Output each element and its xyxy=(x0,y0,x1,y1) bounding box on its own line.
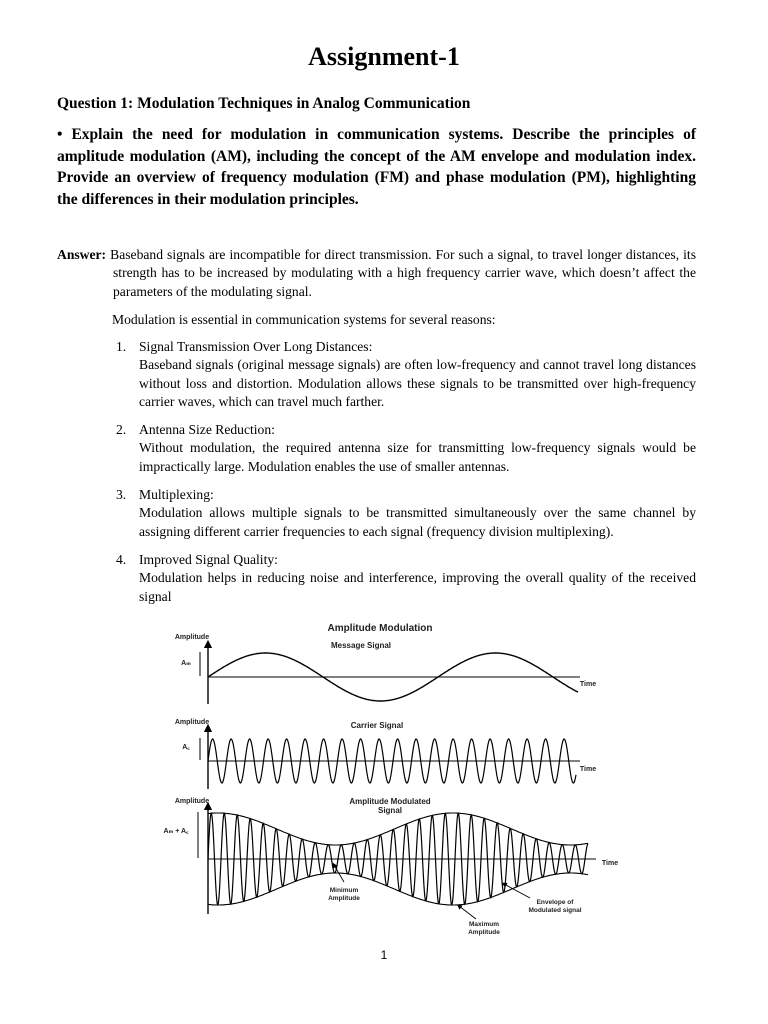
am-symbol: Aₘ xyxy=(181,660,191,667)
ac-symbol: A꜀ xyxy=(182,744,190,751)
min-amplitude-label-line1: Minimum xyxy=(329,887,359,894)
envelope-label-line1: Envelope of xyxy=(536,899,574,906)
time-axis-label: Time xyxy=(601,860,618,867)
carrier-signal-label: Carrier Signal xyxy=(350,721,404,730)
am-signal-label-line1: Amplitude Modulated xyxy=(349,797,431,806)
am-signal-label-line2: Signal xyxy=(377,806,403,815)
message-signal-label: Message Signal xyxy=(330,641,392,650)
time-axis-label: Time xyxy=(579,766,597,773)
figure-title: Amplitude Modulation xyxy=(327,623,433,634)
max-amplitude-arrow xyxy=(459,906,476,919)
amplitude-axis-label: Amplitude xyxy=(174,634,210,641)
max-amplitude-label-line2: Amplitude xyxy=(468,929,500,936)
envelope-label-line2: Modulated signal xyxy=(528,907,582,914)
reason-description: Modulation allows multiple signals to be transmitted simultaneously over the same channel by assigning different carrier frequencies to each signal (frequency division multiplexing). xyxy=(139,505,696,539)
reasons-list xyxy=(112,338,696,616)
time-axis-label: Time xyxy=(579,681,597,688)
answer-intro: Modulation is essential in communication systems for several reasons: xyxy=(112,312,496,327)
reason-number: 3. xyxy=(116,487,127,503)
amplitude-axis-label: Amplitude xyxy=(174,719,210,726)
reason-description: Baseband signals (original message signals) are often low-frequency and cannot travel long distances without loss and distortion. Modulation allows these signals to be transmitted over high-frequency carrier waves, which can travel much farther. xyxy=(139,357,696,409)
reason-description: Modulation helps in reducing noise and interference, improving the overall quality of the received signal xyxy=(139,570,696,604)
reason-number: 4. xyxy=(116,551,127,567)
reason-title: Signal Transmission Over Long Distances: xyxy=(139,339,373,354)
page-title: Assignment-1 xyxy=(308,42,460,71)
list-item xyxy=(112,338,696,411)
am-ac-symbol: Aₘ + A꜀ xyxy=(163,828,189,835)
reason-description: Without modulation, the required antenna size for transmitting low-frequency signals would be impractically large. Modulation enables the use of smaller antennas. xyxy=(139,440,696,474)
amplitude-modulation-figure xyxy=(158,614,618,939)
reason-title: Antenna Size Reduction: xyxy=(139,422,275,438)
answer-label: Answer: xyxy=(57,247,107,262)
answer-paragraph xyxy=(57,246,696,301)
list-item xyxy=(112,551,696,606)
amplitude-axis-label: Amplitude xyxy=(174,798,210,805)
reason-title: Multiplexing: xyxy=(139,487,214,503)
reason-title: Improved Signal Quality: xyxy=(139,551,278,567)
list-item xyxy=(112,421,696,476)
question-text: • Explain the need for modulation in communication systems. Describe the principles of amplitude modulation (AM), including the concept of the AM envelope and modulation index. Provide an overview of frequency modulation (FM) and phase modulation (PM), highlighting the differences in their modulation principles. xyxy=(57,126,696,208)
reason-number: 1. xyxy=(116,339,127,354)
question-heading: Question 1: Modulation Techniques in Analog Communication xyxy=(57,95,471,112)
answer-text: Baseband signals are incompatible for direct transmission. For such a signal, to travel longer distances, its strength has to be increased by modulating with a high frequency carrier wave, which doesn’t affect the parameters of the modulating signal. xyxy=(110,247,697,299)
max-amplitude-label-line1: Maximum xyxy=(469,921,499,928)
reason-number: 2. xyxy=(116,422,127,438)
min-amplitude-label-line2: Amplitude xyxy=(328,895,360,902)
page-number: 1 xyxy=(380,948,388,962)
list-item xyxy=(112,486,696,541)
